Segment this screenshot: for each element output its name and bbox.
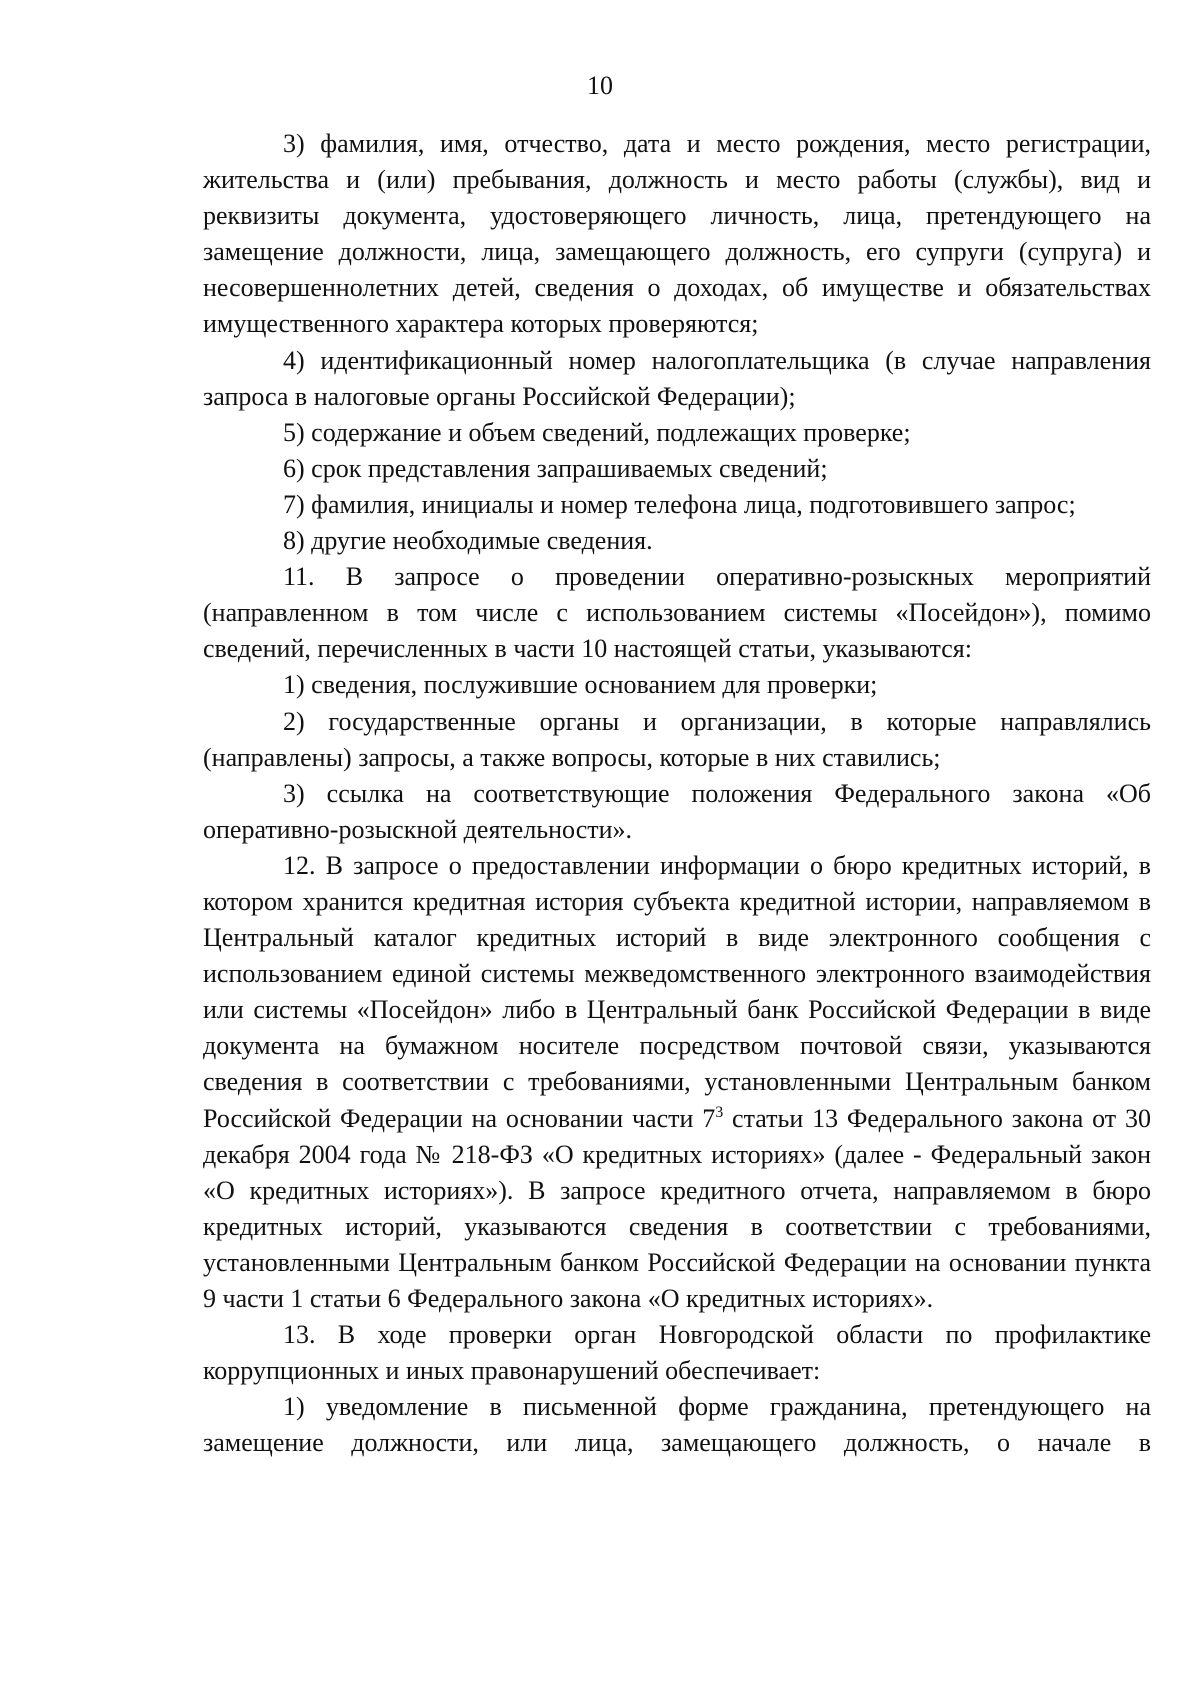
paragraph-section-13: 13. В ходе проверки орган Новгородской области по профилактике коррупционных и иных правонарушений обеспечивает: <box>203 1320 1151 1386</box>
paragraph-12-text-end: статьи 13 Федерального закона от 30 декабря 2004 года № 218-ФЗ «О кредитных историях» (далее - Федеральный закон «О кредитных историях»). В запросе кредитного отчета, направляемом в бюро кредитных историй, указываются сведения в соответствии с требованиями, установленными Центральным банком Российской Федерации на основании пункта 9 части 1 статьи 6 Федерального закона «О кредитных историях». <box>203 1103 1151 1313</box>
paragraph-11-item-1: 1) сведения, послужившие основанием для проверки; <box>283 670 878 700</box>
paragraph-13-item-1: 1) уведомление в письменной форме гражданина, претендующего на замещение должности, или лица, замещающего должность, о начале в <box>203 1392 1151 1458</box>
superscript-marker: 3 <box>715 1103 724 1121</box>
paragraph-11-item-3: 3) ссылка на соответствующие положения Федерального закона «Об оперативно-розыскной деятельности». <box>203 778 1151 844</box>
paragraph-item-7: 7) фамилия, инициалы и номер телефона лица, подготовившего запрос; <box>283 489 1076 519</box>
paragraph-11-item-2: 2) государственные органы и организации, в которые направлялись (направлены) запросы, а также вопросы, которые в них ставились; <box>203 706 1151 772</box>
paragraph-item-8: 8) другие необходимые сведения. <box>283 526 653 556</box>
paragraph-section-11: 11. В запросе о проведении оперативно-розыскных мероприятий (направленном в том числе с использованием системы «Посейдон»), помимо сведений, перечисленных в части 10 настоящей статьи, указываются: <box>203 562 1151 664</box>
document-body <box>203 126 1151 1461</box>
paragraph-item-6: 6) срок представления запрашиваемых сведений; <box>283 453 828 483</box>
page-number: 10 <box>587 71 613 100</box>
paragraph-section-12 <box>203 848 1151 1317</box>
paragraph-item-4: 4) идентификационный номер налогоплательщика (в случае направления запроса в налоговые органы Российской Федерации); <box>203 345 1151 411</box>
paragraph-item-5: 5) содержание и объем сведений, подлежащих проверке; <box>283 417 911 447</box>
paragraph-item-3: 3) фамилия, имя, отчество, дата и место рождения, место регистрации, жительства и (или) пребывания, должность и место работы (службы), вид и реквизиты документа, удостоверяющего личность, лица, претендующего на замещение должности, лица, замещающего должность, его супруги (супруга) и несовершеннолетних детей, сведения о доходах, об имуществе и обязательствах имущественного характера которых проверяются; <box>203 129 1151 339</box>
paragraph-12-text-start: 12. В запросе о предоставлении информации о бюро кредитных историй, в котором хранится кредитная история субъекта кредитной истории, направляемом в Центральный каталог кредитных историй в виде электронного сообщения с использованием единой системы межведомственного электронного взаимодействия или системы «Посейдон» либо в Центральный банк Российской Федерации в виде документа на бумажном носителе посредством почтовой связи, указываются сведения в соответствии с требованиями, установленными Центральным банком Российской Федерации на основании части 7 <box>203 850 1151 1133</box>
